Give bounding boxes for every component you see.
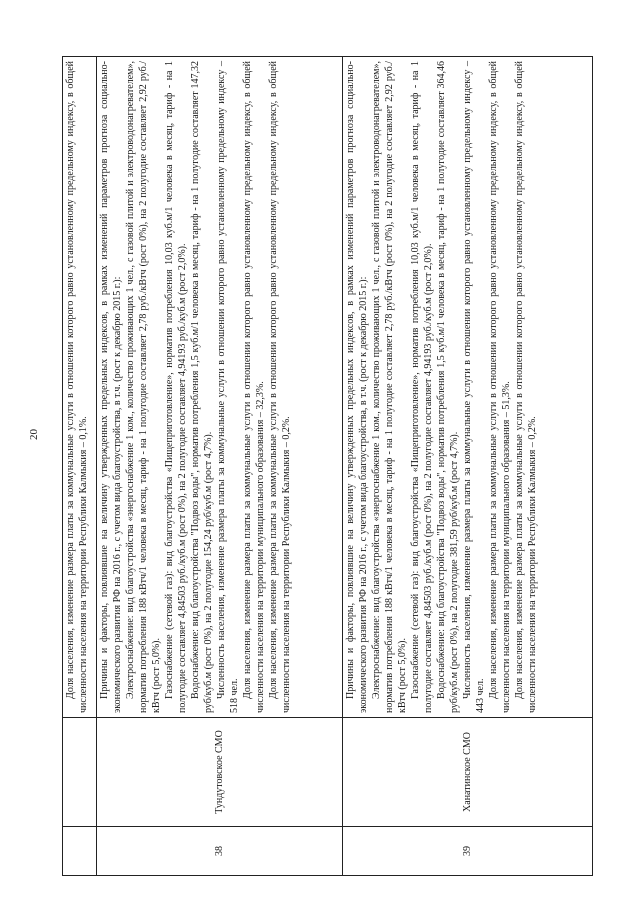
paragraph: Причины и факторы, повлиявшие на величину утвержденных предельных индексов, в рамках изменений параметров прогноза социально-экономического развития РФ на 2016 г., с учетом вида благоустройства, в т.ч. (рост к декабрю 2015 г.): — [345, 61, 369, 713]
municipality-name-cell — [63, 718, 97, 827]
description-cell — [97, 57, 343, 718]
table-row-continued — [63, 57, 97, 876]
paragraph: Доля населения, изменение размера платы за коммунальные услуги в отношении которого равно установленному предельному индексу, в общей численности населения на территории муниципального образования – 32,3%. — [242, 61, 266, 713]
paragraph: Численность населения, изменение размера платы за коммунальные услуги в отношении которого равно установленному предельному индексу – 518 чел. — [216, 61, 240, 713]
paragraph: Электроснабжение: вид благоустройства «энергоснабжение 1 ком., количество проживающих 1 чел., с газовой плитой и электроводонагревателем», норматив потребления 188 кВтч/1 человека в месяц, тариф - на 1 полугодие составляет 2,78 руб./кВтч (рост 0%), на 2 полугодие составляет 2,92 руб./кВтч (рост 5,0%). — [125, 61, 162, 713]
paragraph: Водоснабжение: вид благоустройства "Подвоз воды", норматив потребления 1,5 куб.м/1 человека в месяц, тариф - на 1 полугодие составляет 364,46 руб/куб.м (рост 0%), на 2 полугодие 381,59 руб/куб.м (рост 4,7%). — [436, 61, 460, 713]
row-number: 39 — [343, 827, 593, 876]
paragraph: Доля населения, изменение размера платы за коммунальные услуги в отношении которого равно установленному предельному индексу, в общей численности населения на территории муниципального образования – 51,3%. — [488, 61, 512, 713]
paragraph: Водоснабжение: вид благоустройства "Подвоз воды", норматив потребления 1,5 куб.м/1 человека в месяц, тариф - на 1 полугодие составляет 147,32 руб/куб.м (рост 0%), на 2 полугодие 154,24 руб/куб.м (рост 4,7%). — [190, 61, 214, 713]
municipality-name: Ханатинское СМО — [343, 718, 593, 827]
table-row — [343, 57, 593, 876]
paragraph: Причины и факторы, повлиявшие на величину утвержденных предельных индексов, в рамках изменений параметров прогноза социально-экономического развития РФ на 2016 г., с учетом вида благоустройства, в т.ч. (рост к декабрю 2015 г.): — [99, 61, 123, 713]
paragraph: Газоснабжение (сетевой газ): вид благоустройства «Пищеприготовление», норматив потребления 10,03 куб.м/1 человека в месяц, тариф - на 1 полугодие составляет 4,84503 руб./куб.м (рост 0%), на 2 полугодие составляет 4,94193 руб./куб.м (рост 2,0%). — [164, 61, 188, 713]
paragraph: Доля населения, изменение размера платы за коммунальные услуги в отношении которого равно установленному предельному индексу, в общей численности населения на территории Республики Калмыкия – 0,2%. — [514, 61, 538, 713]
rotated-page-content — [62, 56, 592, 876]
paragraph: Газоснабжение (сетевой газ): вид благоустройства «Пищеприготовление», норматив потребления 10,03 куб.м/1 человека в месяц, тариф - на 1 полугодие составляет 4,84503 руб./куб.м (рост 0%), на 2 полугодие составляет 4,94193 руб./куб.м (рост 2,0%). — [410, 61, 434, 713]
row-number: 38 — [97, 827, 343, 876]
tariff-report-table — [62, 56, 593, 876]
paragraph: Численность населения, изменение размера платы за коммунальные услуги в отношении которого равно установленному предельному индексу – 443 чел. — [462, 61, 486, 713]
paragraph: Доля населения, изменение размера платы за коммунальные услуги в отношении которого равно установленному предельному индексу, в общей численности населения на территории Республики Калмыкия – 0,1%. — [65, 61, 89, 713]
row-number-cell — [63, 827, 97, 876]
paragraph: Доля населения, изменение размера платы за коммунальные услуги в отношении которого равно установленному предельному индексу, в общей численности населения на территории Республики Калмыкия – 0,2%. — [268, 61, 292, 713]
page-number: 20 — [28, 429, 40, 440]
table-row — [97, 57, 343, 876]
municipality-name: Тундутовское СМО — [97, 718, 343, 827]
description-cell — [343, 57, 593, 718]
paragraph: Электроснабжение: вид благоустройства «энергоснабжение 1 ком., количество проживающих 1 чел., с газовой плитой и электроводонагревателем», норматив потребления 188 кВтч/1 человека в месяц, тариф - на 1 полугодие составляет 2,78 руб./кВтч (рост 0%), на 2 полугодие составляет 2,92 руб./кВтч (рост 5,0%). — [371, 61, 408, 713]
description-cell — [63, 57, 97, 718]
